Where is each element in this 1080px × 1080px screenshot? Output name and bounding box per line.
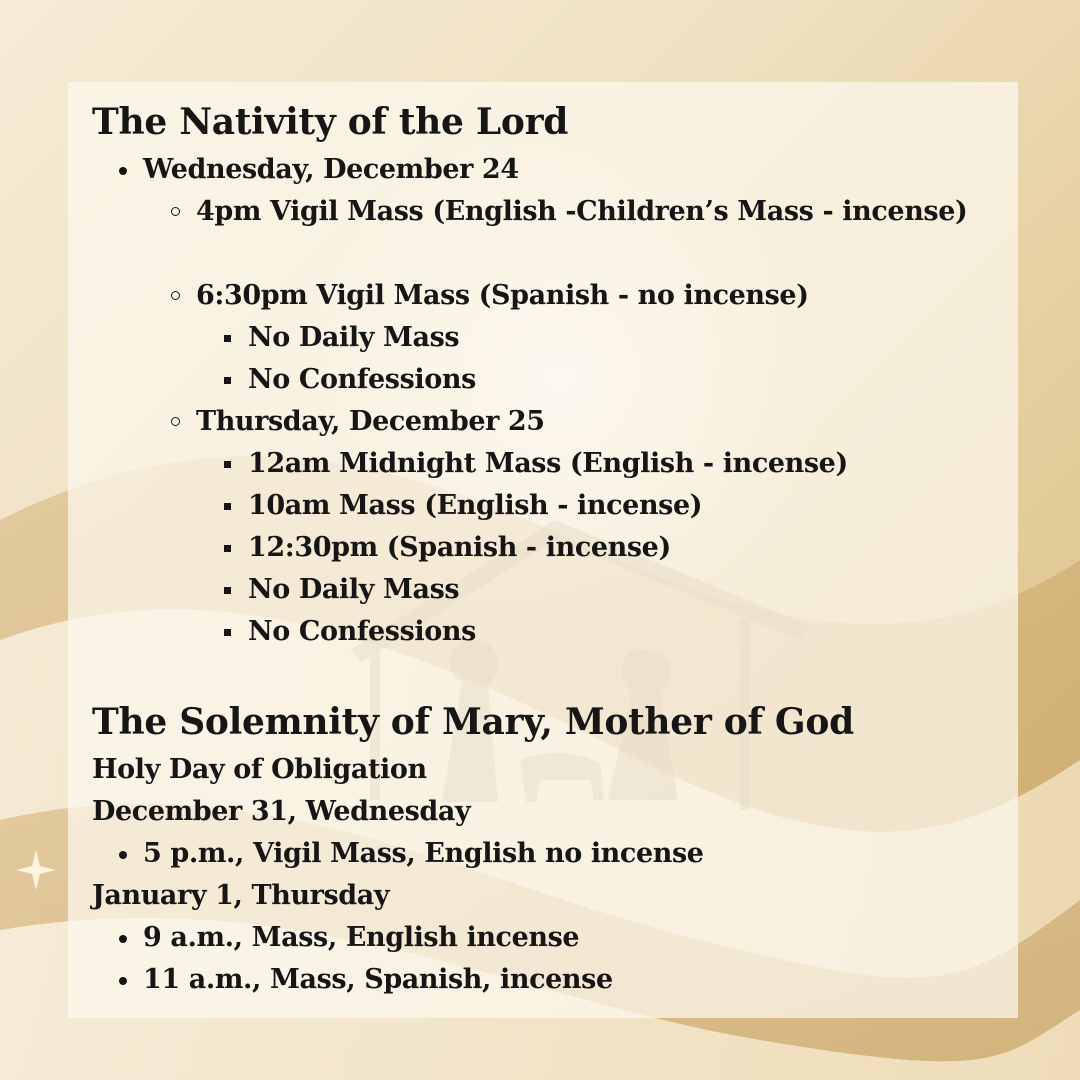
date-heading-jan-1: January 1, Thursday [92,880,390,911]
list-item-1230pm-mass: 12:30pm (Spanish - incense) [248,527,671,569]
list-item-no-daily-mass-25: No Daily Mass [248,569,459,611]
section-title-solemnity: The Solemnity of Mary, Mother of God [92,701,854,743]
list-item-wednesday-dec-24: Wednesday, December 24 [143,149,519,191]
list-item-no-confessions: No Confessions [248,359,476,401]
holy-day-subtitle: Holy Day of Obligation [92,754,427,785]
list-item-no-daily-mass: No Daily Mass [248,317,459,359]
date-heading-dec-31: December 31, Wednesday [92,796,471,827]
list-item-11am-mass: 11 a.m., Mass, Spanish, incense [143,959,613,1001]
list-item-9am-mass: 9 a.m., Mass, English incense [143,917,579,959]
list-item-10am-mass: 10am Mass (English - incense) [248,485,702,527]
section-title-nativity: The Nativity of the Lord [92,101,569,143]
list-item-thursday-dec-25: Thursday, December 25 [196,401,545,443]
list-item-4pm-vigil-mass: 4pm Vigil Mass (English -Children’s Mass - incense) [196,191,993,233]
list-item-12am-midnight-mass: 12am Midnight Mass (English - incense) [248,443,848,485]
list-item-630pm-vigil-mass: 6:30pm Vigil Mass (Spanish - no incense) [196,275,809,317]
list-item-5pm-vigil: 5 p.m., Vigil Mass, English no incense [143,833,704,875]
list-item-no-confessions-25: No Confessions [248,611,476,653]
